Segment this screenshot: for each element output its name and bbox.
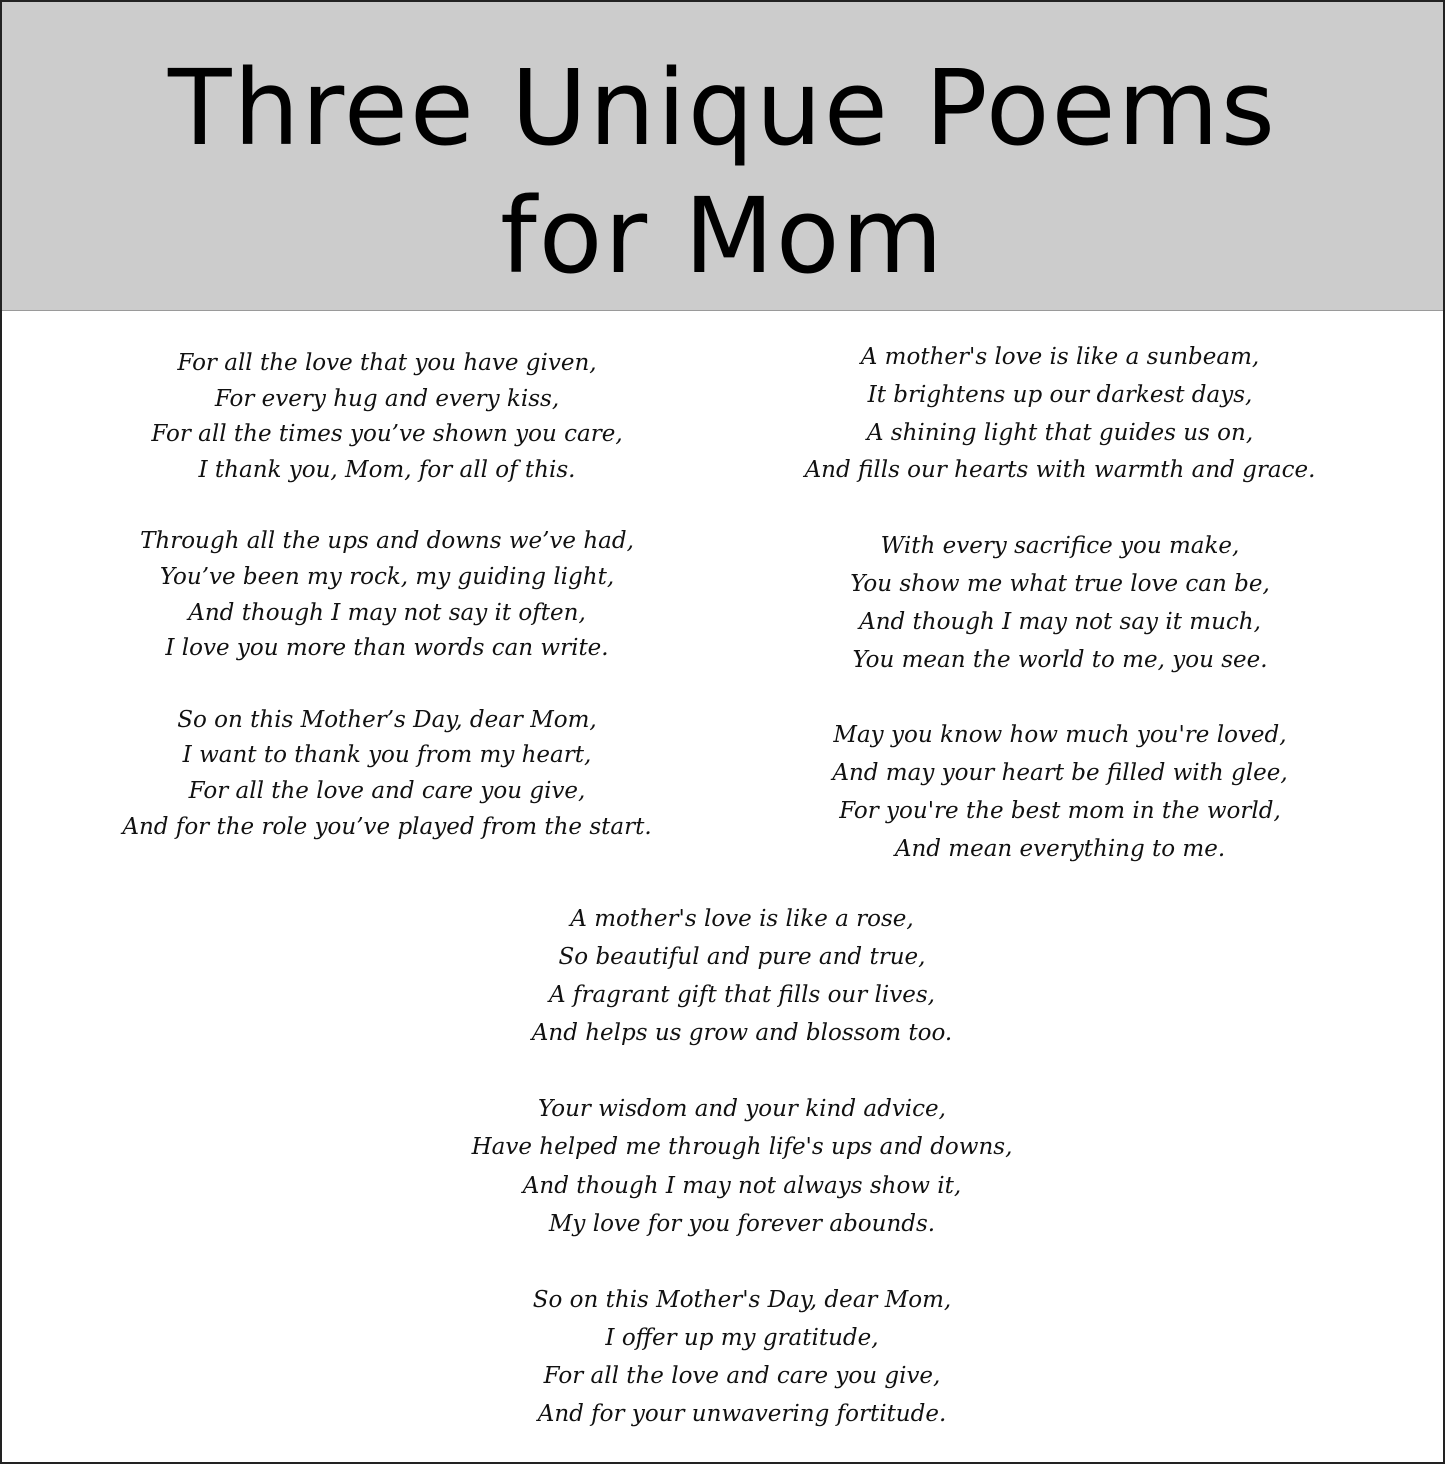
poem-line: And may your heart be filled with glee, — [832, 760, 1288, 787]
poem-line: With every sacrifice you make, — [880, 533, 1240, 560]
poem-line: For every hug and every kiss, — [214, 385, 560, 412]
poem-stanza — [720, 339, 1400, 490]
poem-line: A mother's love is like a sunbeam, — [860, 344, 1260, 370]
title-line-1: Three Unique Poems — [168, 47, 1277, 169]
poem-line: My love for you forever abounds. — [548, 1210, 936, 1237]
poem-line: I want to thank you from my heart, — [182, 742, 592, 769]
poem-line: And mean everything to me. — [894, 835, 1226, 862]
poem-stanza — [42, 346, 732, 488]
poem-line: For all the times you’ve shown you care, — [151, 421, 623, 448]
poem-line: I offer up my gratitude, — [605, 1324, 879, 1351]
poem-line: You show me what true love can be, — [850, 570, 1270, 597]
poem-stanza — [42, 524, 732, 666]
poem-line: May you know how much you're loved, — [833, 722, 1287, 749]
poem-line: Have helped me through life's ups and downs, — [471, 1134, 1013, 1161]
poem-stanza — [42, 703, 732, 845]
poem-line: And for the role you’ve played from the start. — [122, 813, 652, 840]
page-title — [2, 44, 1443, 300]
poem-line: And for your unwavering fortitude. — [537, 1401, 947, 1428]
poem-1 — [42, 346, 732, 845]
poem-line: I thank you, Mom, for all of this. — [198, 456, 576, 483]
poem-line: For you're the best mom in the world, — [839, 797, 1281, 824]
poem-line: I love you more than words can write. — [165, 635, 609, 662]
poem-line: For all the love that you have given, — [177, 350, 597, 376]
poem-line: It brightens up our darkest days, — [867, 381, 1253, 408]
poem-line: And though I may not always show it, — [522, 1172, 962, 1199]
poem-line: Your wisdom and your kind advice, — [538, 1096, 946, 1123]
poem-line: And though I may not say it much, — [859, 608, 1261, 635]
poem-stanza — [392, 1090, 1092, 1242]
poem-line: You mean the world to me, you see. — [852, 646, 1268, 673]
poem-line: You’ve been my rock, my guiding light, — [159, 563, 615, 590]
poem-3 — [392, 900, 1092, 1433]
poem-line: Through all the ups and downs we’ve had, — [140, 528, 634, 555]
poem-stanza — [720, 717, 1400, 868]
title-line-2: for Mom — [500, 175, 945, 297]
poem-line: For all the love and care you give, — [188, 777, 586, 804]
poem-stanza — [392, 1281, 1092, 1433]
poem-line: So on this Mother's Day, dear Mom, — [532, 1286, 952, 1313]
poem-2 — [720, 339, 1400, 869]
poem-line: So on this Mother’s Day, dear Mom, — [177, 706, 597, 733]
title-banner — [2, 2, 1443, 311]
poem-line: A fragrant gift that fills our lives, — [549, 982, 935, 1009]
poem-line: And helps us grow and blossom too. — [531, 1020, 953, 1047]
poem-line: For all the love and care you give, — [543, 1362, 941, 1389]
poem-line: And though I may not say it often, — [188, 599, 586, 626]
poem-stanza — [392, 900, 1092, 1052]
poem-line: And fills our hearts with warmth and grace. — [804, 457, 1316, 484]
poem-line: So beautiful and pure and true, — [558, 944, 926, 971]
poem-line: A shining light that guides us on, — [866, 419, 1254, 446]
poem-line: A mother's love is like a rose, — [570, 906, 914, 932]
poem-stanza — [720, 528, 1400, 679]
